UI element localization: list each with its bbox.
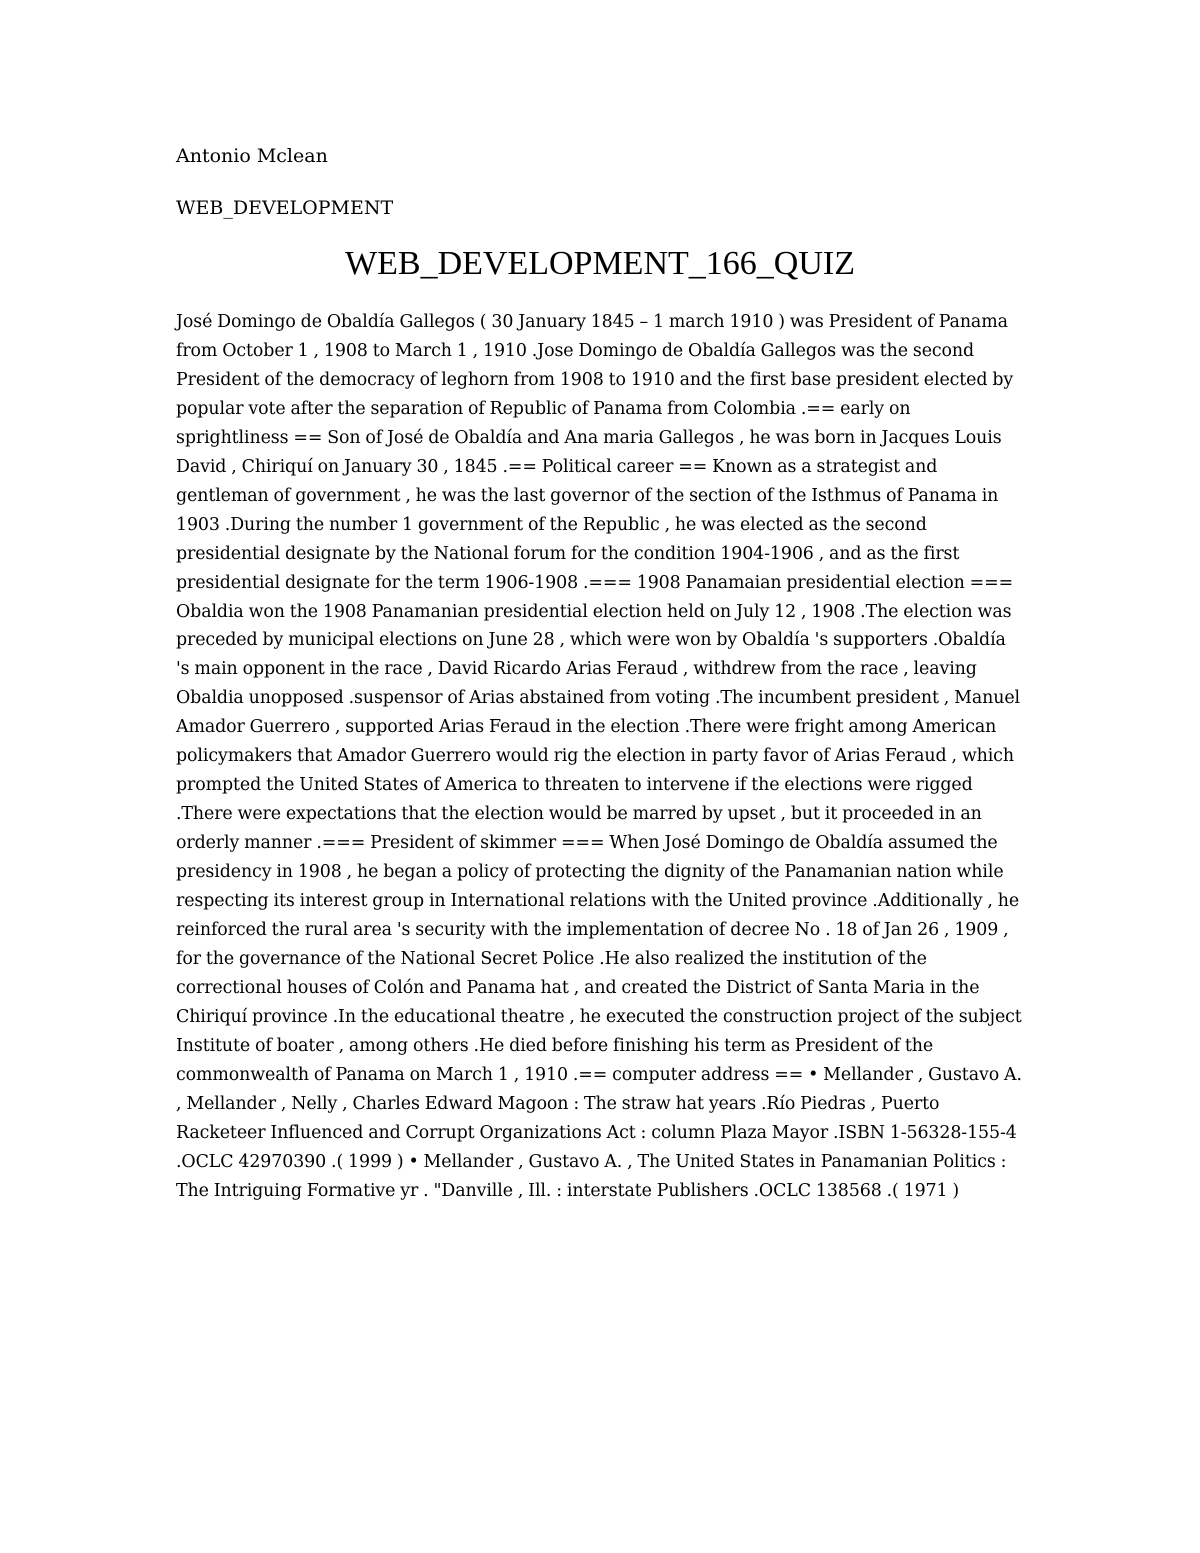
document-title: WEB_DEVELOPMENT_166_QUIZ: [345, 245, 855, 282]
course-name: WEB_DEVELOPMENT: [176, 197, 394, 219]
body-paragraph: José Domingo de Obaldía Gallegos ( 30 January 1845 – 1 march 1910 ) was President of Panama from October 1 , 1908 to March 1 , 1910 .Jose Domingo de Obaldía Gallegos was the second President of the democracy of leghorn from 1908 to 1910 and the first base president elected by popular vote after the separation of Republic of Panama from Colombia .== early on sprightliness == Son of José de Obaldía and Ana maria Gallegos , he was born in Jacques Louis David , Chiriquí on January 30 , 1845 .== Political career == Known as a strategist and gentleman of government , he was the last governor of the section of the Isthmus of Panama in 1903 .During the number 1 government of the Republic , he was elected as the second presidential designate by the National forum for the condition 1904-1906 , and as the first presidential designate for the term 1906-1908 .=== 1908 Panamaian presidential election === Obaldia won the 1908 Panamanian presidential election held on July 12 , 1908 .The election was preceded by municipal elections on June 28 , which were won by Obaldía 's supporters .Obaldía 's main opponent in the race , David Ricardo Arias Feraud , withdrew from the race , leaving Obaldia unopposed .suspensor of Arias abstained from voting .The incumbent president , Manuel Amador Guerrero , supported Arias Feraud in the election .There were fright among American policymakers that Amador Guerrero would rig the election in party favor of Arias Feraud , which prompted the United States of America to threaten to intervene if the elections were rigged .There were expectations that the election would be marred by upset , but it proceeded in an orderly manner .=== President of skimmer === When José Domingo de Obaldía assumed the presidency in 1908 , he began a policy of protecting the dignity of the Panamanian nation while respecting its interest group in International relations with the United province .Additionally , he reinforced the rural area 's security with the implementation of decree No . 18 of Jan 26 , 1909 , for the governance of the National Secret Police .He also realized the institution of the correctional houses of Colón and Panama hat , and created the District of Santa Maria in the Chiriquí province .In the educational theatre , he executed the construction project of the subject Institute of boater , among others .He died before finishing his term as President of the commonwealth of Panama on March 1 , 1910 .== computer address == • Mellander , Gustavo A. , Mellander , Nelly , Charles Edward Magoon : The straw hat years .Río Piedras , Puerto Racketeer Influenced and Corrupt Organizations Act : column Plaza Mayor .ISBN 1-56328-155-4 .OCLC 42970390 .( 1999 ) • Mellander , Gustavo A. , The United States in Panamanian Politics : The Intriguing Formative yr . "Danville , Ill. : interstate Publishers .OCLC 138568 .( 1971 ): [176, 312, 1022, 1201]
author-name: Antonio Mclean: [176, 145, 328, 167]
